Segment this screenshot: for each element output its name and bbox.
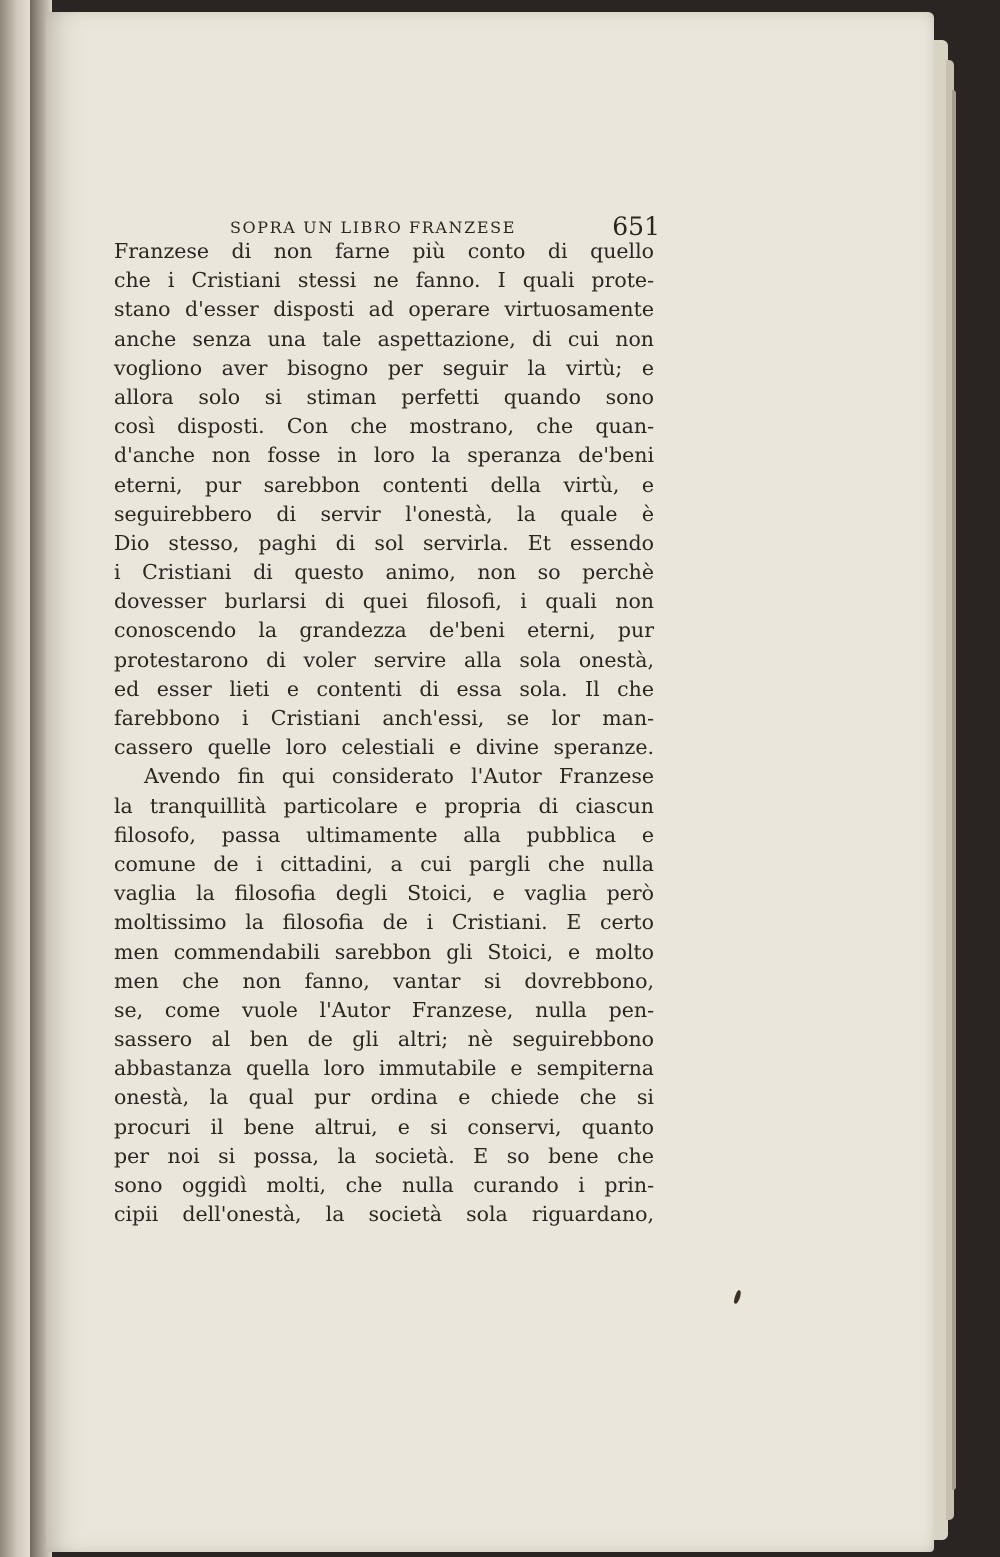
- text-line: i Cristiani di questo animo, non so perchè: [114, 560, 654, 585]
- text-line: men commendabili sarebbon gli Stoici, e molto: [114, 939, 654, 964]
- text-line: filosofo, passa ultimamente alla pubblica e: [114, 822, 654, 847]
- text-line: sassero al ben de gli altri; nè seguirebbono: [114, 1027, 654, 1052]
- text-line: la tranquillità particolare e propria di ciascun: [114, 793, 654, 818]
- text-line: vaglia la filosofia degli Stoici, e vaglia però: [114, 881, 654, 906]
- text-line: che i Cristiani stessi ne fanno. I quali prote-: [114, 268, 654, 293]
- text-line: onestà, la qual pur ordina e chiede che si: [114, 1085, 654, 1110]
- page-stack-edge: [952, 90, 956, 1490]
- text-line: stano d'esser disposti ad operare virtuosamente: [114, 297, 654, 322]
- text-line: farebbono i Cristiani anch'essi, se lor man-: [114, 706, 654, 730]
- text-line: sono oggidì molti, che nulla curando i prin-: [114, 1173, 654, 1197]
- text-line: se, come vuole l'Autor Franzese, nulla pen-: [114, 997, 654, 1022]
- text-line: per noi si possa, la società. E so bene che: [114, 1143, 654, 1168]
- text-line: conoscendo la grandezza de'beni eterni, pur: [114, 618, 654, 643]
- running-head: SOPRA UN LIBRO FRANZESE: [230, 218, 516, 237]
- page-number: 651: [612, 212, 660, 241]
- text-line: Dio stesso, paghi di sol servirla. Et essendo: [114, 530, 654, 555]
- text-line: anche senza una tale aspettazione, di cui non: [114, 326, 654, 351]
- paragraph-first-line: Avendo fin qui considerato l'Autor Franzese: [144, 764, 654, 789]
- text-line: men che non fanno, vantar si dovrebbono,: [114, 968, 654, 993]
- paragraph-last-line: cassero quelle loro celestiali e divine speranze.: [114, 735, 654, 760]
- text-line: comune de i cittadini, a cui pargli che nulla: [114, 851, 654, 876]
- body-text: [114, 237, 654, 1229]
- text-line: moltissimo la filosofia de i Cristiani. E certo: [114, 910, 654, 935]
- text-line: così disposti. Con che mostrano, che quan-: [114, 414, 654, 439]
- text-line: seguirebbero di servir l'onestà, la quale è: [114, 501, 654, 526]
- text-line: abbastanza quella loro immutabile e sempiterna: [114, 1056, 654, 1081]
- text-line: procuri il bene altrui, e si conservi, quanto: [114, 1114, 654, 1139]
- text-line: d'anche non fosse in loro la speranza de'beni: [114, 443, 654, 468]
- text-line: protestarono di voler servire alla sola onestà,: [114, 647, 654, 672]
- text-line: dovesser burlarsi di quei filosofi, i quali non: [114, 589, 654, 614]
- text-line: Franzese di non farne più conto di quello: [114, 239, 654, 263]
- text-line: cipii dell'onestà, la società sola riguardano,: [114, 1202, 654, 1227]
- text-line: eterni, pur sarebbon contenti della virtù, e: [114, 472, 654, 497]
- text-line: vogliono aver bisogno per seguir la virtù; e: [114, 355, 654, 380]
- text-line: allora solo si stiman perfetti quando sono: [114, 384, 654, 409]
- text-line: ed esser lieti e contenti di essa sola. Il che: [114, 676, 654, 701]
